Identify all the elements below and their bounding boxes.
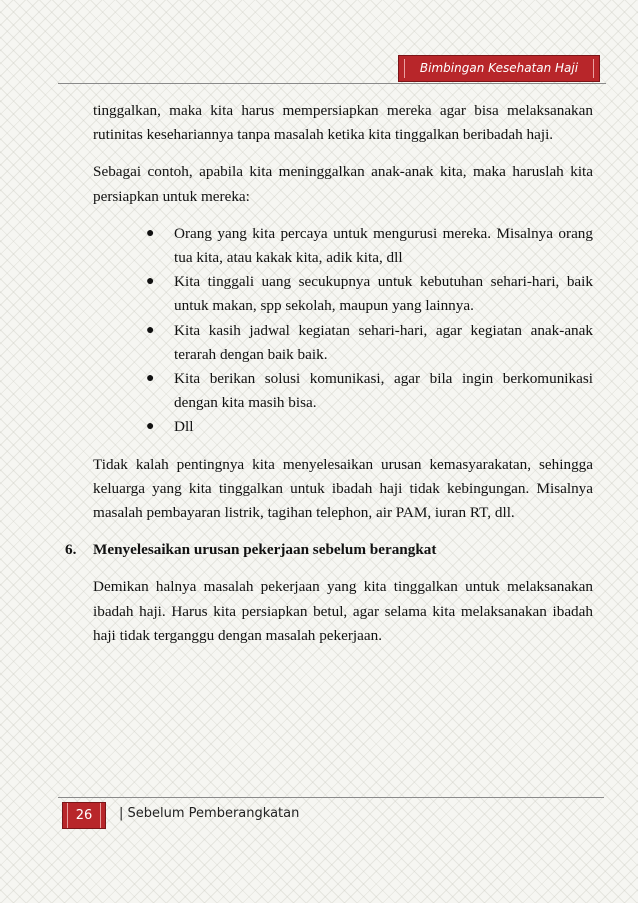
bullet-item: [146, 222, 593, 270]
bullet-item: [146, 319, 593, 367]
bullet-text: Kita berikan solusi komunikasi, agar bila ingin berkomunikasi dengan kita masih bisa.: [174, 370, 593, 412]
footer-rule: [58, 797, 604, 798]
bullet-item: [146, 415, 593, 439]
page-body: [65, 99, 593, 661]
bullet-icon: ●: [146, 225, 155, 241]
bullet-text: Kita kasih jadwal kegiatan sehari-hari, agar kegiatan anak-anak terarah dengan baik baik.: [174, 321, 593, 363]
bullet-text: Dll: [174, 418, 194, 436]
bullet-text: Orang yang kita percaya untuk mengurusi mereka. Misalnya orang tua kita, atau kakak kita, adik kita, dll: [174, 224, 593, 267]
bullet-item: [146, 270, 593, 318]
paragraph-2: Sebagai contoh, apabila kita meninggalkan anak-anak kita, maka haruslah kita persiapkan untuk mereka:: [93, 163, 593, 205]
bullet-icon: ●: [146, 371, 155, 387]
paragraph-1: tinggalkan, maka kita harus mempersiapkan mereka agar bisa melaksanakan rutinitas kesehariannya tanpa masalah ketika kita tinggalkan beribadah haji.: [93, 102, 593, 144]
page-number: 26: [67, 803, 101, 828]
header-tab: [398, 55, 600, 82]
header-title: Bimbingan Kesehatan Haji: [404, 59, 594, 78]
footer-chapter-title: Sebelum Pemberangkatan: [127, 806, 300, 821]
bullet-item: [146, 367, 593, 415]
section-number: 6.: [65, 541, 77, 559]
bullet-icon: ●: [146, 419, 155, 435]
paragraph-4: Demikan halnya masalah pekerjaan yang kita tinggalkan untuk melaksanakan ibadah haji. Harus kita persiapkan betul, agar selama kita melaksanakan ibadah haji tidak terganggu dengan masalah pekerjaan.: [93, 578, 593, 644]
paragraph-3: Tidak kalah pentingnya kita menyelesaikan urusan kemasyarakatan, sehingga keluarga yang kita tinggalkan untuk ibadah haji tidak kebingungan. Misalnya masalah pembayaran listrik, tagihan telephon, air PAM, iuran RT, dll.: [93, 455, 593, 522]
section-heading: [65, 538, 593, 562]
bullet-text: Kita tinggali uang secukupnya untuk kebutuhan sehari-hari, baik untuk makan, spp sekolah, maupun yang lainnya.: [174, 273, 593, 315]
bullet-list: [93, 222, 593, 440]
bullet-icon: ●: [146, 274, 155, 290]
page-number-box: [62, 802, 106, 829]
section-title: Menyelesaikan urusan pekerjaan sebelum berangkat: [93, 541, 437, 559]
footer-separator: |: [119, 806, 124, 821]
header-rule: [58, 83, 606, 84]
footer-title: [119, 806, 299, 821]
bullet-icon: ●: [146, 322, 155, 338]
